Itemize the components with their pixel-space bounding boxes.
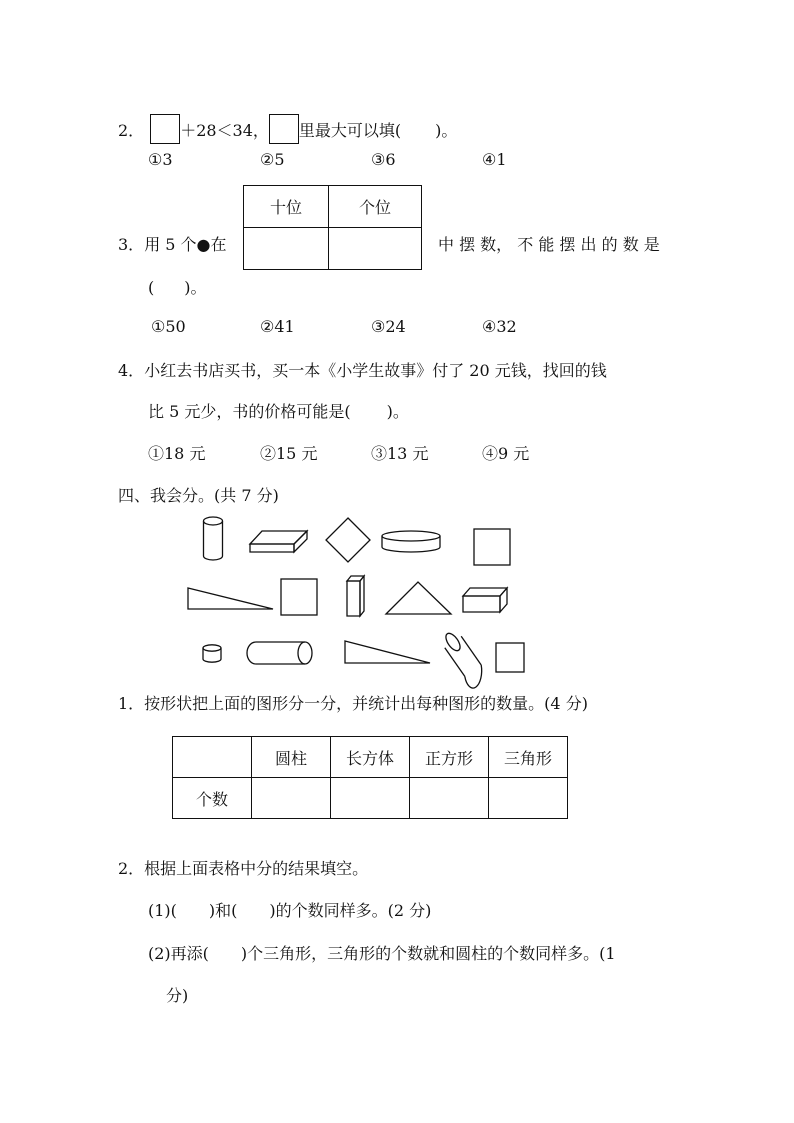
table-header: 十位 <box>244 186 329 228</box>
square-shape <box>281 579 317 615</box>
part-text: )和( <box>208 901 238 920</box>
table-header: 三角形 <box>489 737 568 778</box>
option[interactable]: ④32 <box>482 317 517 336</box>
sub-question-1: 1．按形状把上面的图形分一分，并统计出每种图形的数量。(4 分) <box>118 694 588 713</box>
triangle-shape <box>386 582 451 614</box>
sub-question-2-part-1 <box>148 898 431 921</box>
count-table <box>172 736 568 819</box>
count-cell[interactable] <box>252 778 331 819</box>
option[interactable]: ①3 <box>148 150 173 169</box>
cylinder-shape <box>247 642 312 664</box>
paren: )。 <box>184 278 207 297</box>
part-label: (2)再添( <box>148 944 209 963</box>
table-header-empty <box>173 737 252 778</box>
part-text: )个三角形，三角形的个数就和圆柱的个数同样多。(1 <box>240 944 616 963</box>
count-cell[interactable] <box>410 778 489 819</box>
part-text: )的个数同样多。(2 分) <box>269 901 432 920</box>
square-shape <box>496 643 524 672</box>
q4-prompt: 比 5 元少，书的价格可能是( <box>148 402 351 421</box>
part-label: (1)( <box>148 901 177 920</box>
question-number: 2． <box>118 121 145 140</box>
table-header: 圆柱 <box>252 737 331 778</box>
q3-suffix: 中 摆 数， 不 能 摆 出 的 数 是 <box>438 235 660 254</box>
triangle-shape <box>345 641 430 663</box>
question-number: 3． <box>118 235 145 254</box>
count-cell[interactable] <box>331 778 410 819</box>
q2-prompt: 里最大可以填( <box>298 121 402 140</box>
table-header: 个位 <box>329 186 422 228</box>
cylinder-shape <box>382 531 440 552</box>
option[interactable]: ①18 元 <box>148 444 206 463</box>
cuboid-shape <box>250 531 307 552</box>
cuboid-shape <box>347 576 364 616</box>
option[interactable]: ②5 <box>260 150 285 169</box>
option[interactable]: ③13 元 <box>371 444 429 463</box>
cylinder-shape <box>204 517 223 560</box>
sub-question-2: 2．根据上面表格中分的结果填空。 <box>118 859 369 878</box>
triangle-shape <box>188 588 273 609</box>
q2-expression: ＋28＜34， <box>180 121 269 140</box>
option[interactable]: ④1 <box>482 150 507 169</box>
cylinder-shape <box>443 631 482 688</box>
cuboid-shape <box>463 588 507 612</box>
option[interactable]: ③6 <box>371 150 396 169</box>
square-shape <box>474 529 510 565</box>
table-header: 长方体 <box>331 737 410 778</box>
option[interactable]: ②15 元 <box>260 444 318 463</box>
sub-question-2-part-2 <box>148 941 616 964</box>
q4-line1: 小红去书店买书，买一本《小学生故事》付了 20 元钱，找回的钱 <box>144 361 607 380</box>
option[interactable]: ②41 <box>260 317 295 336</box>
option[interactable]: ④9 元 <box>482 444 530 463</box>
square-shape <box>326 518 370 562</box>
table-header: 正方形 <box>410 737 489 778</box>
option[interactable]: ①50 <box>151 317 186 336</box>
q3-prefix: 用 5 个●在 <box>144 235 227 254</box>
sub-question-2-part-2-cont: 分) <box>166 986 189 1005</box>
section-title: 四、我会分。(共 7 分) <box>118 486 279 505</box>
paren: )。 <box>386 402 409 421</box>
cylinder-shape <box>203 645 221 662</box>
question-number: 4． <box>118 361 145 380</box>
count-cell[interactable] <box>489 778 568 819</box>
option[interactable]: ③24 <box>371 317 406 336</box>
row-label: 个数 <box>173 778 252 819</box>
q2-prompt-end: )。 <box>435 121 458 140</box>
paren: ( <box>148 278 155 297</box>
